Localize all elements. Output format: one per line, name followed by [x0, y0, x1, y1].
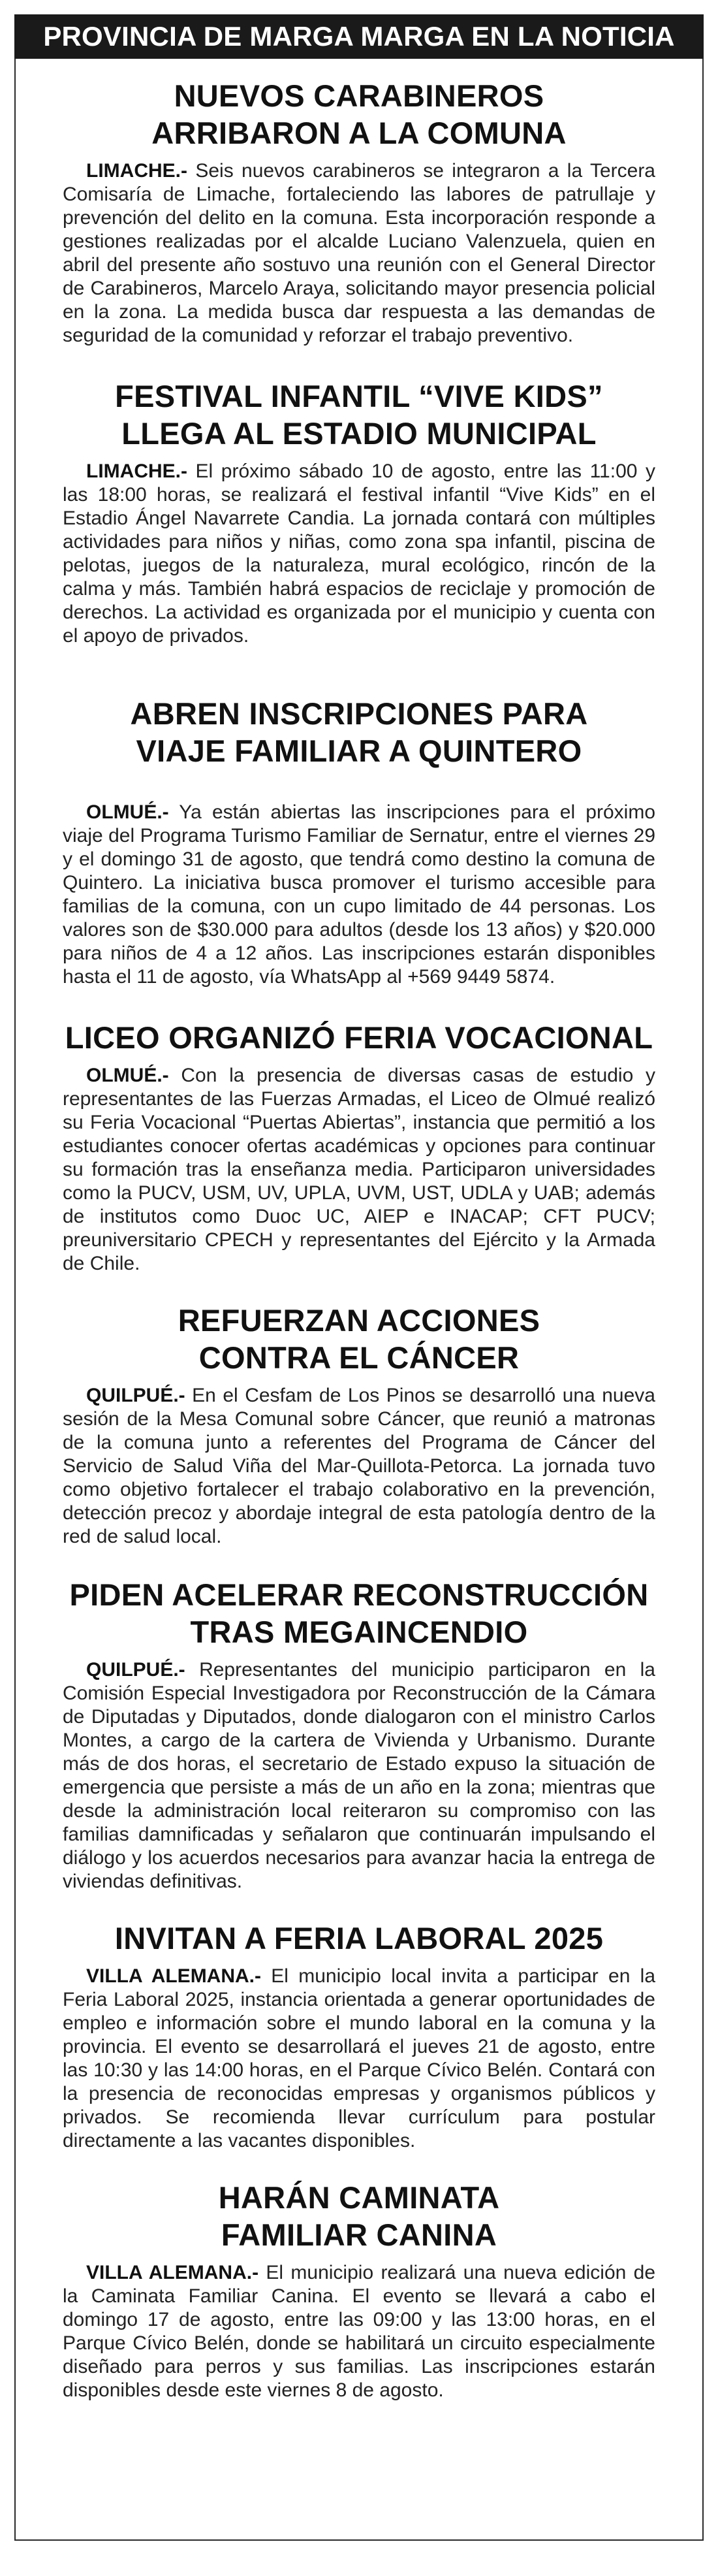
article-acciones-cancer — [63, 1302, 655, 1549]
article-dateline: VILLA ALEMANA.- — [86, 2262, 259, 2283]
headline-line: ABREN INSCRIPCIONES PARA — [130, 696, 588, 731]
newspaper-page — [0, 14, 718, 2576]
article-body — [63, 159, 655, 347]
headline-line: LICEO ORGANIZÓ FERIA VOCACIONAL — [65, 1020, 653, 1055]
article-headline — [63, 378, 655, 452]
headline-line: VIAJE FAMILIAR A QUINTERO — [136, 733, 582, 768]
article-headline — [63, 1019, 655, 1056]
article-viaje-quintero — [63, 695, 655, 989]
article-dateline: QUILPUÉ.- — [86, 1385, 185, 1406]
headline-line: ARRIBARON A LA COMUNA — [151, 116, 567, 150]
article-headline — [63, 1302, 655, 1376]
news-column — [14, 59, 704, 2541]
headline-line: FESTIVAL INFANTIL “VIVE KIDS” — [115, 379, 603, 413]
article-body — [63, 801, 655, 989]
article-dateline: QUILPUÉ.- — [86, 1659, 185, 1681]
article-body — [63, 1965, 655, 2153]
article-text: Representantes del municipio participaron en la Comisión Especial Investigadora por Reconstrucción de la Cámara de Diputadas y Diputados, donde dialogaron con el ministro Carlos Montes, a cargo de la cartera de Vivienda y Urbanismo. Durante más de dos horas, el secretario de Estado expuso la situación de emergencia que persiste a más de un año en la zona; mientras que desde la administración local reiteraron su compromiso con las familias damnificadas y señalaron que continuarán impulsando el diálogo y los acuerdos necesarios para avanzar hacia la entrega de viviendas definitivas. — [63, 1659, 655, 1892]
article-headline — [63, 1920, 655, 1957]
article-body — [63, 1658, 655, 1893]
article-headline — [63, 2179, 655, 2253]
article-text: El municipio realizará una nueva edición de la Caminata Familiar Canina. El evento se llevará a cabo el domingo 17 de agosto, entre las 09:00 y las 13:00 horas, en el Parque Cívico Belén, donde se habilitará un circuito especialmente diseñado para perros y sus familias. Las inscripciones estarán disponibles desde este viernes 8 de agosto. — [63, 2262, 655, 2401]
article-feria-laboral — [63, 1920, 655, 2153]
article-nuevos-carabineros — [63, 77, 655, 347]
article-caminata-canina — [63, 2179, 655, 2402]
headline-line: REFUERZAN ACCIONES — [178, 1303, 540, 1338]
article-dateline: LIMACHE.- — [86, 460, 187, 482]
article-body — [63, 460, 655, 648]
headline-line: LLEGA AL ESTADIO MUNICIPAL — [121, 416, 597, 451]
headline-line: PIDEN ACELERAR RECONSTRUCCIÓN — [69, 1577, 649, 1612]
article-text: Ya están abiertas las inscripciones para el próximo viaje del Programa Turismo Familiar de Sernatur, entre el viernes 29 y el domingo 31 de agosto, que tendrá como destino la comuna de Quintero. La iniciativa busca promover el turismo accesible para familias de la comuna, con un cupo limitado de 44 personas. Los valores son de $30.000 para adultos (desde los 13 años) y $20.000 para niños de 4 a 12 años. Las inscripciones estarán disponibles hasta el 11 de agosto, vía WhatsApp al +569 9449 5874. — [63, 801, 655, 988]
article-body — [63, 1064, 655, 1276]
article-dateline: OLMUÉ.- — [86, 801, 169, 823]
article-text: En el Cesfam de Los Pinos se desarrolló una nueva sesión de la Mesa Comunal sobre Cáncer, que reunió a matronas de la comuna junto a referentes del Programa de Cáncer del Servicio de Salud Viña del Mar-Quillota-Petorca. La jornada tuvo como objetivo fortalecer el trabajo colaborativo en la prevención, detección precoz y abordaje integral de esta patología dentro de la red de salud local. — [63, 1385, 655, 1547]
article-dateline: LIMACHE.- — [86, 160, 187, 182]
article-feria-vocacional — [63, 1019, 655, 1276]
headline-line: CONTRA EL CÁNCER — [198, 1340, 520, 1375]
headline-line: HARÁN CAMINATA — [218, 2180, 500, 2215]
article-headline — [63, 77, 655, 152]
headline-line: NUEVOS CARABINEROS — [174, 78, 544, 113]
article-reconstruccion-megaincendio — [63, 1576, 655, 1893]
headline-line: FAMILIAR CANINA — [221, 2217, 497, 2252]
article-body — [63, 1384, 655, 1549]
headline-line: INVITAN A FERIA LABORAL 2025 — [114, 1921, 604, 1956]
article-body — [63, 2261, 655, 2402]
article-dateline: OLMUÉ.- — [86, 1065, 169, 1086]
article-headline — [63, 1576, 655, 1650]
article-text: Con la presencia de diversas casas de estudio y representantes de las Fuerzas Armadas, el Liceo de Olmué realizó su Feria Vocacional “Puertas Abiertas”, instancia que permitió a los estudiantes conocer ofertas académicas y opciones para continuar su formación tras la enseñanza media. Participaron universidades como la PUCV, USM, UV, UPLA, UVM, UST, UDLA y UAB; además de institutos como Duoc UC, AIEP e INACAP; CFT PUCV; preuniversitario CPECH y representantes del Ejército y la Armada de Chile. — [63, 1065, 655, 1274]
article-headline — [63, 695, 655, 769]
article-dateline: VILLA ALEMANA.- — [86, 1965, 262, 1987]
section-banner: PROVINCIA DE MARGA MARGA EN LA NOTICIA — [14, 14, 704, 59]
article-text: Seis nuevos carabineros se integraron a la Tercera Comisaría de Limache, fortaleciendo las labores de patrullaje y prevención del delito en la comuna. Esta incorporación responde a gestiones realizadas por el alcalde Luciano Valenzuela, quien en abril del presente año sostuvo una reunión con el General Director de Carabineros, Marcelo Araya, solicitando mayor presencia policial en la zona. La medida busca dar respuesta a las demandas de seguridad de la comunidad y reforzar el trabajo preventivo. — [63, 160, 655, 346]
article-text: El municipio local invita a participar en la Feria Laboral 2025, instancia orientada a generar oportunidades de empleo e información sobre el mundo laboral en la comuna y la provincia. El evento se desarrollará el jueves 21 de agosto, entre las 10:30 y las 14:00 horas, en el Parque Cívico Belén. Contará con la presencia de reconocidas empresas y organismos públicos y privados. Se recomienda llevar currículum para postular directamente a las vacantes disponibles. — [63, 1965, 655, 2151]
article-text: El próximo sábado 10 de agosto, entre las 11:00 y las 18:00 horas, se realizará el festival infantil “Vive Kids” en el Estadio Ángel Navarrete Candia. La jornada contará con múltiples actividades para niños y niñas, como zona spa infantil, piscina de pelotas, juegos de la naturaleza, mural ecológico, rincón de la calma y más. También habrá espacios de reciclaje y promoción de derechos. La actividad es organizada por el municipio y cuenta con el apoyo de privados. — [63, 460, 655, 647]
headline-line: TRAS MEGAINCENDIO — [190, 1615, 528, 1649]
article-festival-vive-kids — [63, 378, 655, 648]
